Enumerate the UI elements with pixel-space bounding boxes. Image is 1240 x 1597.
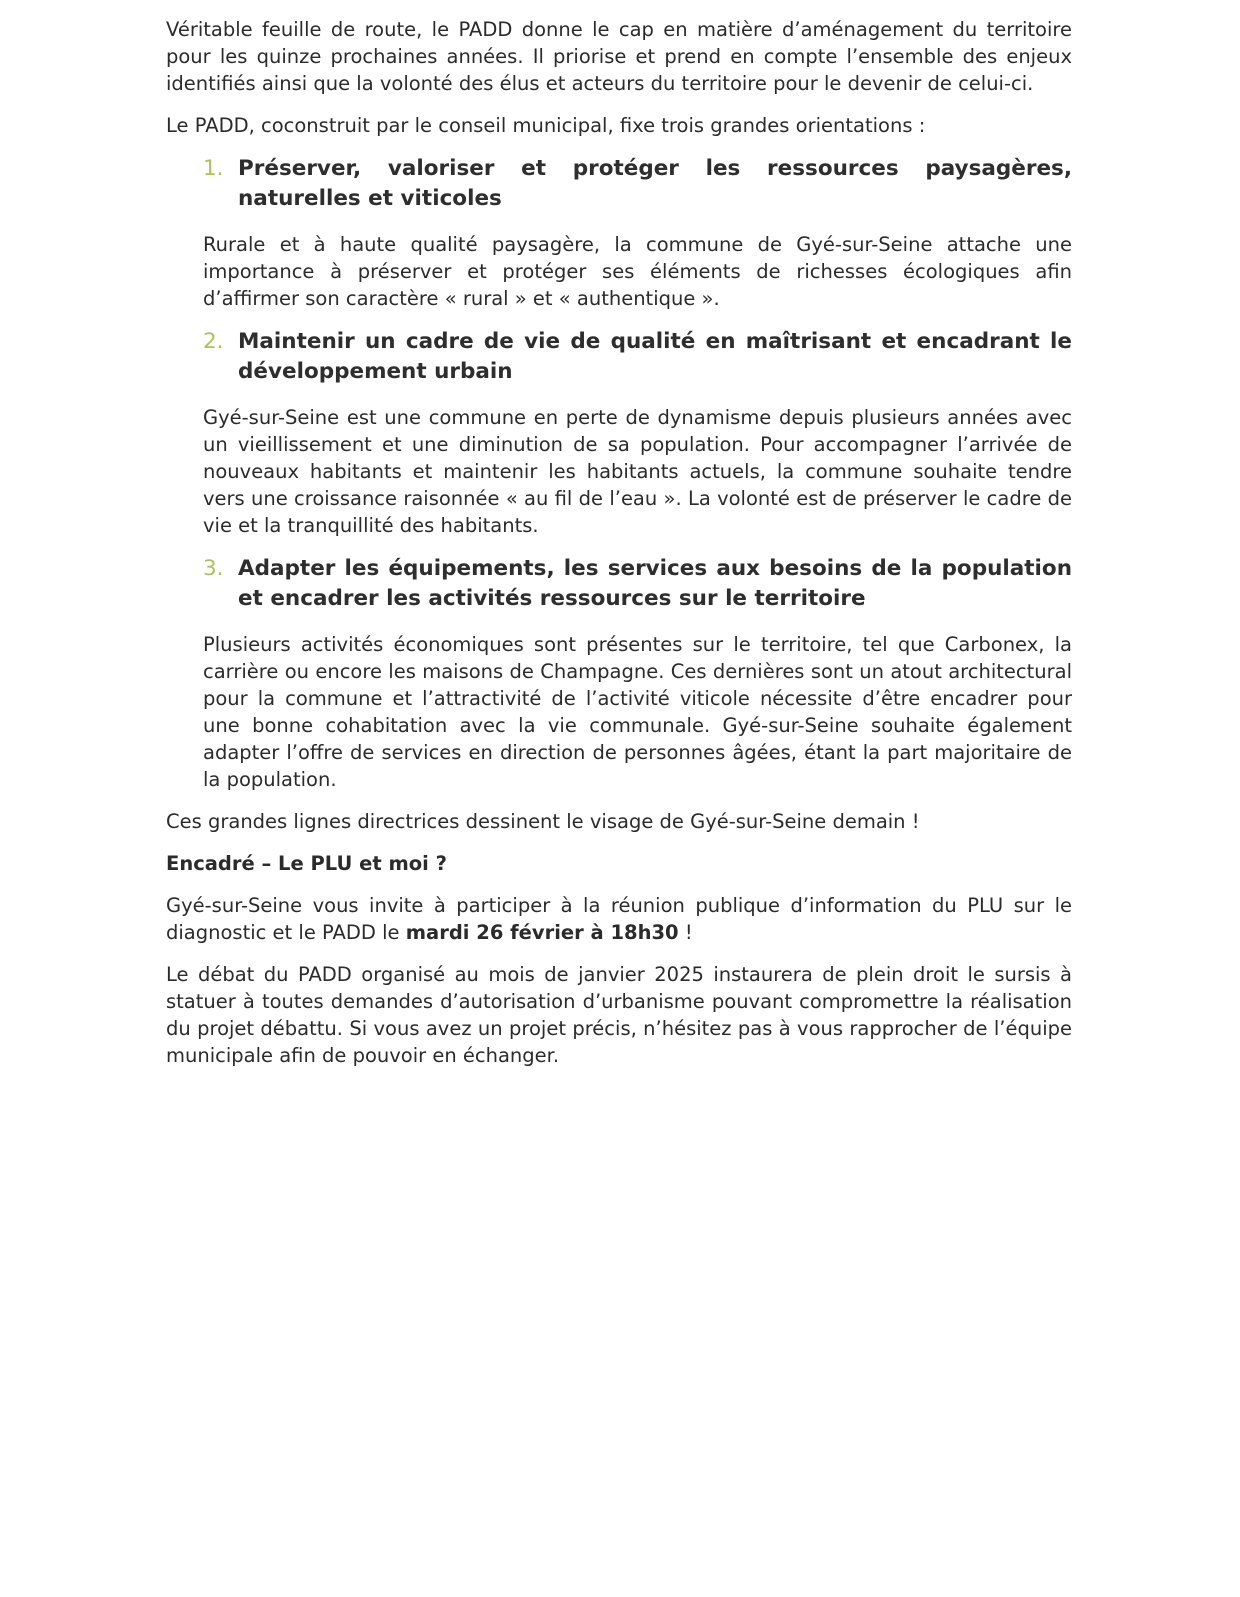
- orientation-2-body: Gyé-sur-Seine est une commune en perte de dynamisme depuis plusieurs années avec un vieillissement et une diminution de sa population. Pour accompagner l’arrivée de nouveaux habitants et maintenir les habitants actuels, la commune souhaite tendre vers une croissance raisonnée « au fil de l’eau ». La volonté est de préserver le cadre de vie et la tranquillité des habitants.: [203, 406, 1072, 537]
- invitation-end: !: [678, 921, 693, 944]
- orientation-3-heading: [203, 554, 1072, 614]
- conclusion-paragraph: Ces grandes lignes directrices dessinent le visage de Gyé-sur-Seine demain !: [166, 810, 920, 833]
- document-page: [166, 16, 1072, 1084]
- orientation-3-body: Plusieurs activités économiques sont présentes sur le territoire, tel que Carbonex, la carrière ou encore les maisons de Champagne. Ces dernières sont un atout architectural pour la commune et l’attractivité de l’activité viticole nécessite d’être encadrer pour une bonne cohabitation avec la vie communale. Gyé-sur-Seine souhaite également adapter l’offre de services en direction de personnes âgées, étant la part majoritaire de la population.: [203, 633, 1072, 791]
- orientation-1-heading: [203, 154, 1072, 214]
- invitation-text: Gyé-sur-Seine vous invite à participer à la réunion publique d’information du PLU sur le diagnostic et le PADD le: [166, 894, 1072, 944]
- debate-paragraph: Le débat du PADD organisé au mois de janvier 2025 instaurera de plein droit le sursis à statuer à toutes demandes d’autorisation d’urbanisme pouvant compromettre la réalisation du projet débattu. Si vous avez un projet précis, n’hésitez pas à vous rapprocher de l’équipe municipale afin de pouvoir en échanger.: [166, 963, 1072, 1067]
- orientation-1-title: Préserver, valoriser et protéger les ressources paysagères, naturelles et viticoles: [238, 156, 1072, 211]
- orientations-intro: Le PADD, coconstruit par le conseil municipal, fixe trois grandes orientations :: [166, 114, 926, 137]
- orientation-2-heading: [203, 327, 1072, 387]
- orientation-3-title: Adapter les équipements, les services aux besoins de la population et encadrer les activités ressources sur le territoire: [238, 556, 1072, 611]
- orientation-2-title: Maintenir un cadre de vie de qualité en maîtrisant et encadrant le développement urbain: [238, 329, 1072, 384]
- invitation-paragraph: [166, 892, 1072, 946]
- orientation-2-number: 2.: [203, 329, 224, 354]
- orientation-3-number: 3.: [203, 556, 224, 581]
- meeting-date: mardi 26 février à 18h30: [405, 921, 679, 944]
- encadre-title: Encadré – Le PLU et moi ?: [166, 852, 447, 875]
- intro-paragraph: Véritable feuille de route, le PADD donne le cap en matière d’aménagement du territoire pour les quinze prochaines années. Il priorise et prend en compte l’ensemble des enjeux identifiés ainsi que la volonté des élus et acteurs du territoire pour le devenir de celui-ci.: [166, 18, 1072, 95]
- orientation-1-body: Rurale et à haute qualité paysagère, la commune de Gyé-sur-Seine attache une importance à préserver et protéger ses éléments de richesses écologiques afin d’affirmer son caractère « rural » et « authentique ».: [203, 233, 1072, 310]
- orientation-1-number: 1.: [203, 156, 224, 181]
